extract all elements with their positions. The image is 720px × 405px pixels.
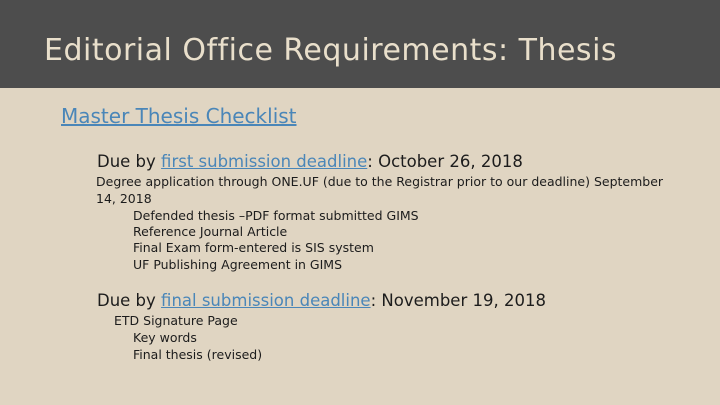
checklist-item: Final Exam form-entered is SIS system <box>133 240 374 255</box>
degree-application-line1: Degree application through ONE.UF (due to the Registrar prior to our deadline) September <box>96 174 664 189</box>
checklist-item: UF Publishing Agreement in GIMS <box>133 257 343 272</box>
final-deadline-line <box>97 291 546 310</box>
first-deadline-date: : October 26, 2018 <box>367 152 523 171</box>
first-submission-deadline-link[interactable]: first submission deadline <box>161 152 368 171</box>
checklist-item: Defended thesis –PDF format submitted GIMS <box>133 208 419 223</box>
final-deadline-date: : November 19, 2018 <box>370 291 546 310</box>
checklist-item: ETD Signature Page <box>114 313 238 328</box>
first-deadline-prefix: Due by <box>97 152 162 171</box>
checklist-item: Reference Journal Article <box>133 224 288 239</box>
degree-application-line2: 14, 2018 <box>96 191 152 206</box>
title-bar <box>0 0 720 88</box>
final-submission-deadline-link[interactable]: final submission deadline <box>161 291 371 310</box>
final-deadline-prefix: Due by <box>97 291 162 310</box>
checklist-heading: Master Thesis Checklist <box>61 104 297 128</box>
checklist-item: Key words <box>133 330 197 345</box>
checklist-item: Final thesis (revised) <box>133 347 263 362</box>
first-deadline-line <box>97 152 523 171</box>
slide-title: Editorial Office Requirements: Thesis <box>44 33 618 68</box>
